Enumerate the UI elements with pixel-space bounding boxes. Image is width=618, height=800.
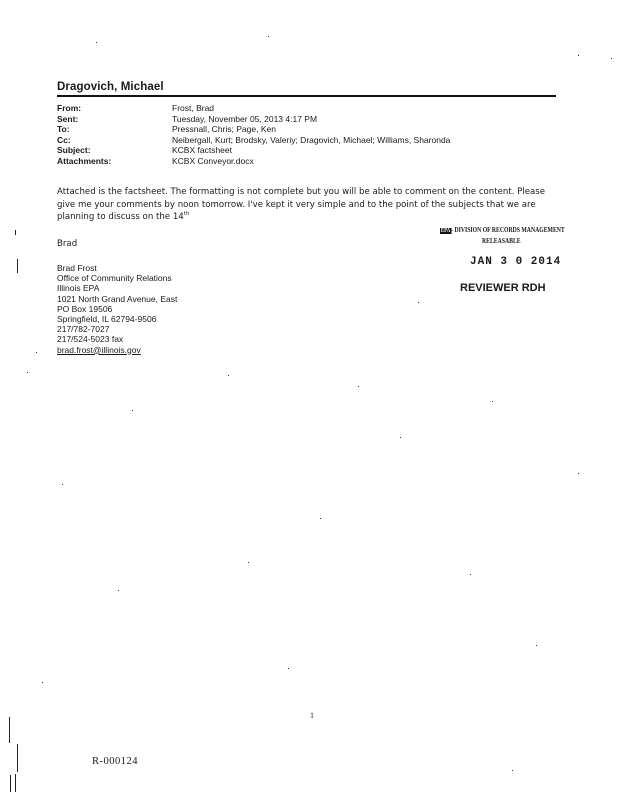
scan-speck — [512, 770, 513, 771]
signature-phone: 217/782-7027 — [57, 324, 110, 335]
email-body — [57, 186, 557, 224]
stamp-division-text: - DIVISION OF RECORDS MANAGEMENT — [451, 226, 565, 234]
scan-speck — [470, 574, 471, 575]
scan-speck — [578, 473, 579, 474]
scan-speck — [418, 302, 419, 303]
bates-number: R-000124 — [92, 756, 138, 767]
scan-artifact-mark — [15, 774, 16, 792]
scan-speck — [536, 645, 537, 646]
subject-row — [57, 145, 532, 156]
scan-speck — [248, 562, 249, 563]
from-label: From: — [57, 103, 82, 113]
signature-name: Brad Frost — [57, 263, 97, 273]
scan-speck — [96, 42, 97, 43]
attachments-value: KCBX Conveyor.docx — [172, 155, 254, 166]
scan-artifact-mark — [10, 775, 11, 792]
email-body-text: Attached is the factsheet. The formatting is not complete but you will be able to comment on the content. Please give me your comments by noon tomorrow. I've kept it very simple and to the point of the subjects that we are planning to discuss on the 14 — [57, 187, 546, 222]
sent-value: Tuesday, November 05, 2013 4:17 PM — [172, 113, 318, 124]
scan-speck — [358, 386, 359, 387]
scan-speck — [268, 36, 269, 37]
from-row — [57, 103, 532, 114]
scan-speck — [320, 518, 321, 519]
scan-speck — [492, 401, 493, 402]
page-number: 1 — [310, 711, 314, 720]
scan-speck — [611, 58, 612, 59]
header-rule — [57, 95, 556, 97]
scan-speck — [36, 352, 37, 353]
scan-speck — [132, 410, 133, 411]
subject-label: Subject: — [57, 145, 91, 155]
signature-po-box: PO Box 19506 — [57, 303, 113, 314]
scan-speck — [288, 668, 289, 669]
scan-speck — [42, 682, 43, 683]
to-label: To: — [57, 124, 70, 134]
signature-agency: Illinois EPA — [57, 283, 100, 294]
scan-speck — [228, 375, 229, 376]
scan-speck — [62, 484, 63, 485]
signature-fax: 217/524-5023 fax — [57, 334, 124, 345]
scan-artifact-mark — [17, 744, 18, 772]
signature-office: Office of Community Relations — [57, 273, 172, 284]
attachments-label: Attachments: — [57, 155, 112, 166]
ordinal-suffix: th — [183, 211, 190, 218]
signature-street: 1021 North Grand Avenue, East — [57, 293, 178, 304]
stamp-division-line — [440, 226, 565, 234]
records-release-stamp — [440, 226, 580, 294]
sent-label: Sent: — [57, 113, 79, 124]
cc-row — [57, 135, 532, 146]
scan-artifact-mark — [15, 230, 16, 235]
stamp-reviewer: REVIEWER RDH — [460, 282, 546, 294]
subject-value: KCBX factsheet — [172, 145, 233, 155]
scan-speck — [578, 55, 579, 56]
attachments-row — [57, 156, 532, 167]
sent-row — [57, 114, 532, 125]
signature-email-link[interactable]: brad.frost@illinois.gov — [57, 344, 141, 355]
email-header-fields — [57, 103, 532, 166]
scan-speck — [118, 590, 119, 591]
stamp-date: JAN 3 0 2014 — [470, 256, 562, 268]
to-value: Pressnall, Chris; Page, Ken — [172, 124, 276, 134]
to-row — [57, 124, 532, 135]
signature-city: Springfield, IL 62794-9506 — [57, 314, 157, 325]
stamp-epa-logo: EPA — [440, 228, 451, 234]
scan-speck — [27, 372, 28, 373]
scan-artifact-mark — [9, 717, 10, 743]
signature-block — [57, 263, 177, 355]
scan-speck — [400, 437, 401, 438]
stamp-status: RELEASABLE — [482, 237, 521, 245]
scan-artifact-mark — [17, 259, 18, 273]
cc-value: Neibergall, Kurt; Brodsky, Valeriy; Dragovich, Michael; Williams, Sharonda — [172, 134, 451, 145]
closing-name: Brad — [57, 239, 78, 249]
cc-label: Cc: — [57, 134, 71, 145]
from-value: Frost, Brad — [172, 103, 215, 113]
mailbox-owner-name: Dragovich, Michael — [57, 81, 164, 93]
